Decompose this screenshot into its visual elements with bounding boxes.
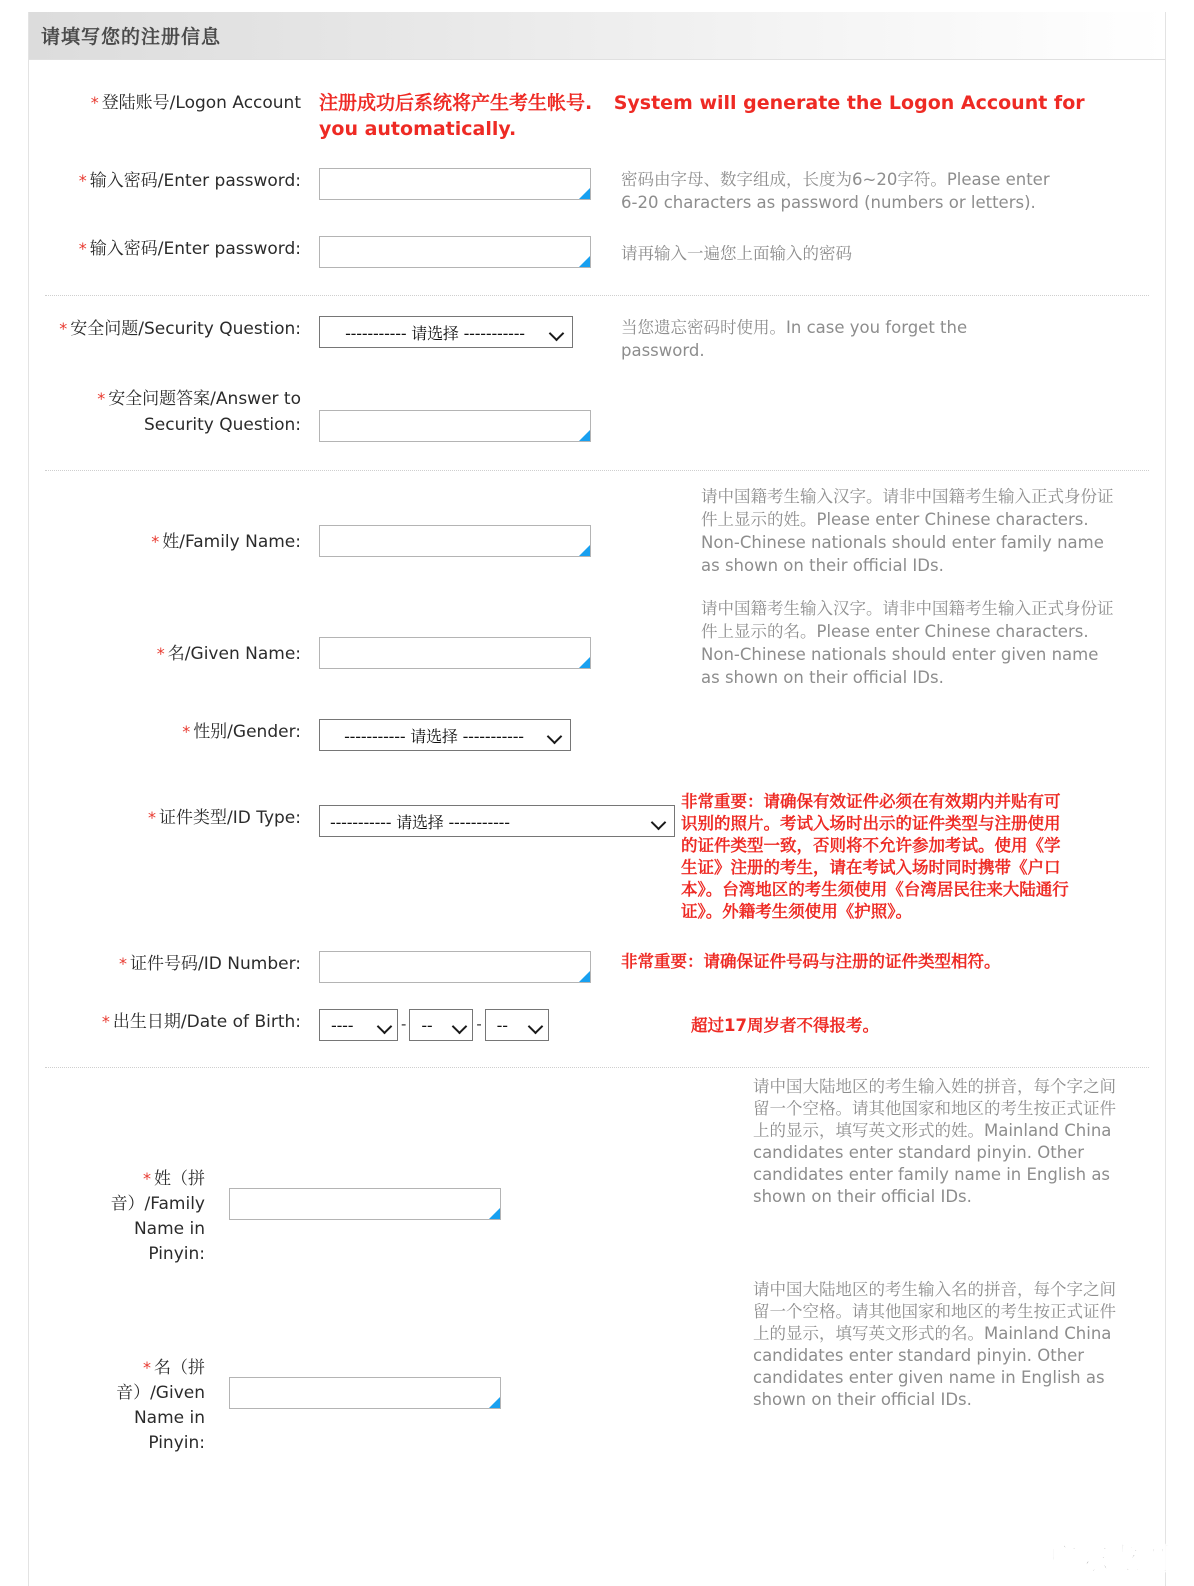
gender-wrap	[319, 719, 571, 751]
id-number-input[interactable]	[319, 951, 591, 983]
required-marker: *	[78, 171, 87, 190]
label-text: 名（拼音）/Given Name in Pinyin:	[116, 1358, 205, 1453]
security-answer-wrap	[319, 410, 591, 442]
confirm-password-wrap	[319, 236, 591, 268]
note-id-number: 非常重要：请确保证件号码与注册的证件类型相符。	[621, 952, 1001, 971]
label-logon-account	[29, 90, 311, 116]
given-name-input[interactable]	[319, 637, 591, 669]
row-security-question	[29, 296, 1165, 362]
note-family-name: 请中国籍考生输入汉字。请非中国籍考生输入正式身份证件上显示的姓。Please enter Chinese characters. Non-Chinese nationals should enter family name as shown on their official IDs.	[701, 487, 1114, 575]
row-family-name-pinyin	[29, 1068, 1165, 1267]
registration-card	[28, 12, 1166, 1586]
row-security-answer	[29, 362, 1165, 442]
field-id-number	[311, 951, 621, 983]
row-date-of-birth	[29, 983, 1165, 1041]
label-text: 出生日期/Date of Birth:	[112, 1012, 301, 1032]
family-name-pinyin-wrap	[229, 1188, 501, 1220]
page-title: 请填写您的注册信息	[41, 26, 222, 48]
label-family-name	[29, 485, 311, 555]
field-date-of-birth	[311, 1009, 621, 1041]
required-marker: *	[143, 1169, 151, 1188]
required-marker: *	[151, 532, 160, 551]
field-given-name-pinyin	[215, 1267, 525, 1409]
gender-select[interactable]	[319, 719, 571, 751]
required-marker: *	[143, 1358, 151, 1377]
label-text: 输入密码/Enter password:	[89, 239, 301, 259]
note-enter-password: 密码由字母、数字组成，长度为6~20字符。Please enter 6-20 characters as password (numbers or letters).	[621, 170, 1050, 212]
enter-password-input[interactable]	[319, 168, 591, 200]
required-marker: *	[156, 644, 165, 663]
label-security-answer	[29, 386, 311, 438]
label-text: 姓（拼音）/Family Name in Pinyin:	[110, 1169, 205, 1264]
security-question-wrap	[319, 316, 573, 348]
dob-year-wrap	[319, 1009, 398, 1041]
field-family-name	[311, 485, 621, 557]
label-confirm-password	[29, 236, 311, 262]
label-enter-password	[29, 168, 311, 194]
row-id-type	[29, 751, 1165, 923]
gender-selected: ----------- 请选择 -----------	[344, 726, 524, 746]
note-date-of-birth: 超过17周岁者不得报考。	[691, 1016, 879, 1035]
form-body	[29, 60, 1165, 1456]
note-logon-account-en: System will generate the Logon Account for you automatically.	[319, 92, 1085, 140]
family-name-pinyin-input[interactable]	[229, 1188, 501, 1220]
given-name-pinyin-wrap	[229, 1377, 501, 1409]
id-number-wrap	[319, 951, 591, 983]
label-text: 名/Given Name:	[167, 644, 301, 664]
dob-day-selected: --	[496, 1015, 508, 1035]
dob-year-select[interactable]	[319, 1009, 398, 1041]
family-name-wrap	[319, 525, 591, 557]
enter-password-wrap	[319, 168, 591, 200]
field-enter-password	[311, 168, 621, 200]
field-gender	[311, 719, 621, 751]
label-text: 证件类型/ID Type:	[158, 808, 301, 828]
note-given-name: 请中国籍考生输入汉字。请非中国籍考生输入正式身份证件上显示的名。Please enter Chinese characters. Non-Chinese nationals should enter given name as shown on their official IDs.	[701, 599, 1114, 687]
label-given-name	[29, 597, 311, 667]
row-gender	[29, 689, 1165, 751]
note-given-name-pinyin: 请中国大陆地区的考生输入名的拼音，每个字之间留一个空格。请其他国家和地区的考生按正式证件上的显示，填写英文形式的名。Mainland China candidates enter standard pinyin. Other candidates enter given name in English as shown on their official IDs.	[753, 1280, 1116, 1409]
required-marker: *	[182, 722, 191, 741]
confirm-password-input[interactable]	[319, 236, 591, 268]
field-id-type	[311, 791, 681, 837]
row-family-name	[29, 471, 1165, 577]
label-text: 安全问题/Security Question:	[70, 319, 301, 339]
given-name-wrap	[319, 637, 591, 669]
note-confirm-password: 请再输入一遍您上面输入的密码	[621, 244, 852, 263]
dob-month-selected: --	[421, 1015, 433, 1035]
id-type-wrap	[319, 805, 675, 837]
row-id-number	[29, 923, 1165, 983]
note-family-name-pinyin: 请中国大陆地区的考生输入姓的拼音，每个字之间留一个空格。请其他国家和地区的考生按正式证件上的显示，填写英文形式的姓。Mainland China candidates enter standard pinyin. Other candidates enter family name in English as shown on their official IDs.	[753, 1077, 1116, 1206]
dob-day-wrap	[485, 1009, 549, 1041]
row-logon-account	[29, 74, 1165, 142]
label-gender	[29, 719, 311, 745]
required-marker: *	[147, 808, 156, 827]
security-answer-input[interactable]	[319, 410, 591, 442]
label-id-number	[29, 951, 311, 977]
field-confirm-password	[311, 236, 621, 268]
dob-day-select[interactable]	[485, 1009, 549, 1041]
label-text: 证件号码/ID Number:	[130, 954, 301, 974]
note-security-question: 当您遗忘密码时使用。In case you forget the password.	[621, 318, 968, 360]
label-given-name-pinyin	[29, 1267, 215, 1456]
site-watermark: 广东龙网	[1048, 1542, 1172, 1577]
dob-separator-2: -	[476, 1016, 482, 1033]
required-marker: *	[97, 389, 106, 408]
required-marker: *	[101, 1012, 110, 1031]
field-family-name-pinyin	[215, 1074, 525, 1220]
security-question-selected: ----------- 请选择 -----------	[345, 323, 525, 343]
dob-month-wrap	[409, 1009, 473, 1041]
label-date-of-birth	[29, 1009, 311, 1035]
family-name-input[interactable]	[319, 525, 591, 557]
row-given-name-pinyin	[29, 1267, 1165, 1456]
row-given-name	[29, 577, 1165, 689]
required-marker: *	[59, 319, 68, 338]
dob-separator-1: -	[401, 1016, 407, 1033]
note-logon-account-cn: 注册成功后系统将产生考生帐号.	[319, 92, 593, 114]
dob-year-selected: ----	[331, 1015, 354, 1035]
required-marker: *	[78, 239, 87, 258]
field-security-question	[311, 316, 621, 348]
date-of-birth-group	[319, 1009, 621, 1041]
id-type-selected: ----------- 请选择 -----------	[330, 812, 510, 832]
id-type-select[interactable]	[319, 805, 675, 837]
label-text: 姓/Family Name:	[162, 532, 301, 552]
label-id-type	[29, 791, 311, 831]
label-text: 安全问题答案/Answer to Security Question:	[108, 389, 301, 435]
required-marker: *	[90, 93, 99, 112]
required-marker: *	[119, 954, 128, 973]
panel-header	[29, 12, 1165, 60]
row-confirm-password	[29, 214, 1165, 268]
dob-month-select[interactable]	[409, 1009, 473, 1041]
label-text: 登陆账号/Logon Account	[101, 93, 301, 113]
label-text: 性别/Gender:	[193, 722, 301, 742]
field-given-name	[311, 597, 621, 669]
label-family-name-pinyin	[29, 1074, 215, 1267]
given-name-pinyin-input[interactable]	[229, 1377, 501, 1409]
label-security-question	[29, 316, 311, 342]
label-text: 输入密码/Enter password:	[89, 171, 301, 191]
row-enter-password	[29, 142, 1165, 214]
security-question-select[interactable]	[319, 316, 573, 348]
note-id-type: 非常重要：请确保有效证件必须在有效期内并贴有可识别的照片。考试入场时出示的证件类型与注册使用的证件类型一致，否则将不允许参加考试。使用《学生证》注册的考生，请在考试入场时同时携带《户口本》。台湾地区的考生须使用《台湾居民往来大陆通行证》。外籍考生须使用《护照》。	[681, 792, 1069, 921]
field-security-answer	[311, 386, 621, 442]
